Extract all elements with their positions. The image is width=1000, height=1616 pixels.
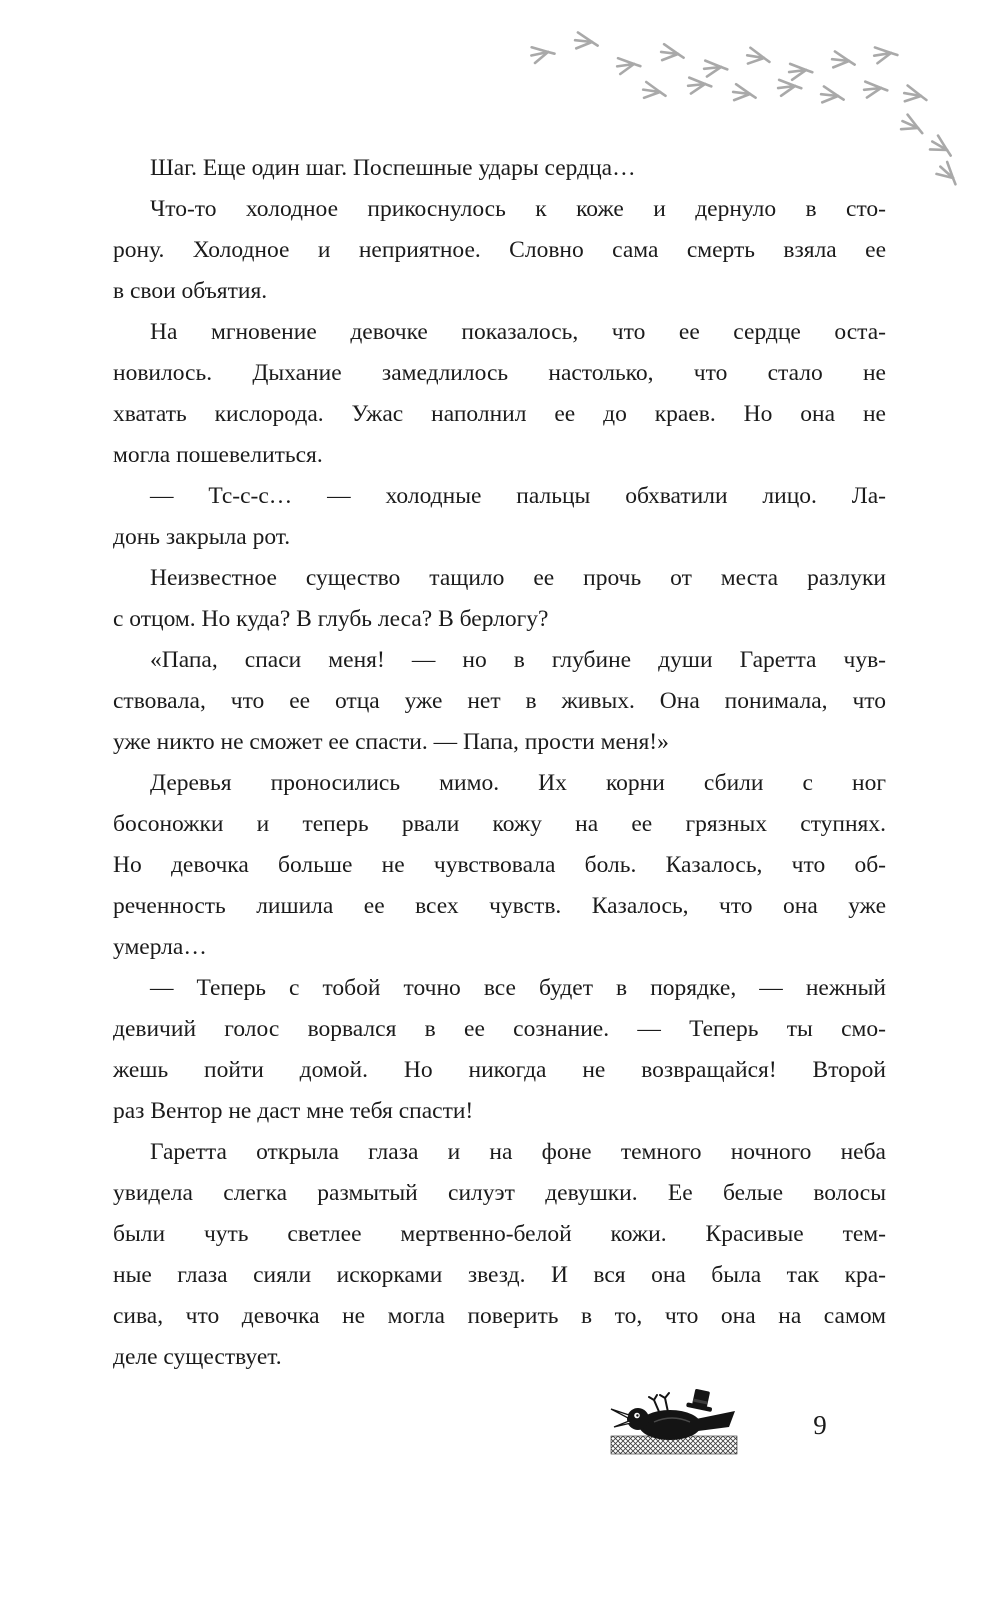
text-line: могла пошевелиться. (113, 442, 323, 468)
paragraph (113, 476, 886, 558)
text-line: деле существует. (113, 1344, 282, 1370)
paragraph (113, 968, 886, 1132)
text-line: раз Вентор не даст мне тебя спасти! (113, 1098, 474, 1124)
text-line: жешь пойти домой. Но никогда не возвращайся! Второй (113, 1057, 886, 1083)
text-line: хватать кислорода. Ужас наполнил ее до краев. Но она не (113, 401, 886, 427)
text-line: Гаретта открыла глаза и на фоне темного ночного неба (150, 1139, 886, 1165)
text-line: были чуть светлее мертвенно-белой кожи. Красивые тем- (113, 1221, 886, 1247)
text-line: Деревья проносились мимо. Их корни сбили с ног (150, 770, 886, 796)
paragraph (113, 312, 886, 476)
text-line: Но девочка больше не чувствовала боль. Казалось, что об- (113, 852, 886, 878)
paragraph (113, 189, 886, 312)
text-line: умерла… (113, 934, 207, 960)
story-text (113, 148, 886, 1378)
text-line: Шаг. Еще один шаг. Поспешные удары сердца… (150, 155, 636, 181)
text-line: новилось. Дыхание замедлилось настолько, что стало не (113, 360, 886, 386)
text-line: уже никто не сможет ее спасти. — Папа, прости меня!» (113, 729, 669, 755)
paragraph (113, 763, 886, 968)
text-line: — Тс-с-с… — холодные пальцы обхватили лицо. Ла- (150, 483, 886, 509)
text-line: босоножки и теперь рвали кожу на ее грязных ступнях. (113, 811, 886, 837)
text-line: в свои объятия. (113, 278, 268, 304)
text-line: с отцом. Но куда? В глубь леса? В берлогу? (113, 606, 549, 632)
text-line: рону. Холодное и неприятное. Словно сама смерть взяла ее (113, 237, 886, 263)
page-number: 9 (813, 1410, 827, 1440)
paragraph (113, 1132, 886, 1378)
text-line: ствовала, что ее отца уже нет в живых. Она понимала, что (113, 688, 886, 714)
text-line: реченность лишила ее всех чувств. Казалось, что она уже (113, 893, 886, 919)
text-line: сива, что девочка не могла поверить в то, что она на самом (113, 1303, 886, 1329)
text-line: Что-то холодное прикоснулось к коже и дернуло в сто- (150, 196, 886, 222)
paragraph (113, 558, 886, 640)
text-line: девичий голос ворвался в ее сознание. — Теперь ты смо- (113, 1016, 886, 1042)
text-line: «Папа, спаси меня! — но в глубине души Гаретта чув- (150, 647, 886, 673)
crow-with-hat-icon (608, 1386, 740, 1460)
text-line: Неизвестное существо тащило ее прочь от места разлуки (150, 565, 886, 591)
paragraph (113, 640, 886, 763)
text-line: На мгновение девочке показалось, что ее сердце оста- (150, 319, 886, 345)
text-line: ные глаза сияли искорками звезд. И вся она была так кра- (113, 1262, 886, 1288)
text-line: донь закрыла рот. (113, 524, 291, 550)
text-line: увидела слегка размытый силуэт девушки. Ее белые волосы (113, 1180, 886, 1206)
text-line: — Теперь с тобой точно все будет в порядке, — нежный (150, 975, 886, 1001)
paragraph (113, 148, 886, 189)
